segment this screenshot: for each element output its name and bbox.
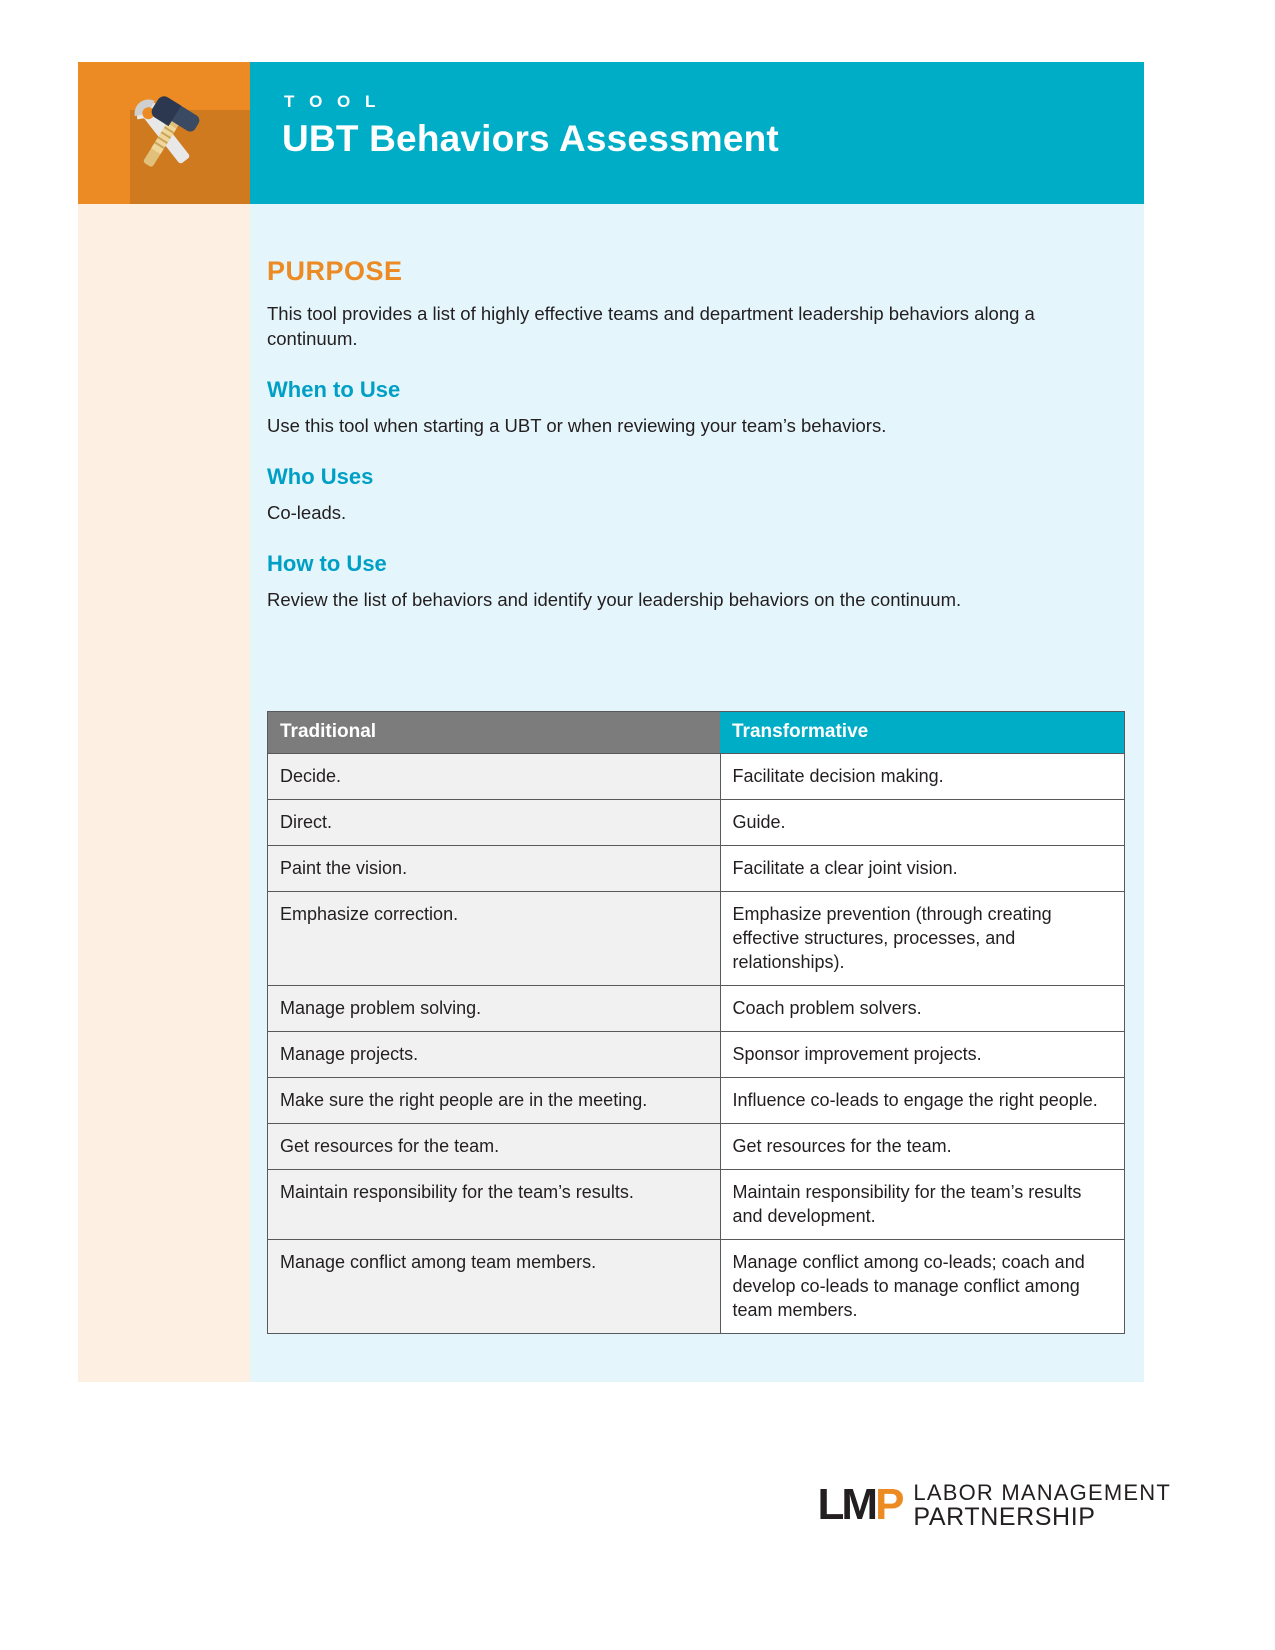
cell-transformative: Emphasize prevention (through creating effective structures, processes, and relationships). — [720, 892, 1124, 986]
cell-transformative: Influence co-leads to engage the right people. — [720, 1078, 1124, 1124]
title-banner — [250, 62, 1144, 204]
lmp-logo-mark-accent: P — [875, 1480, 902, 1529]
purpose-text: This tool provides a list of highly effective teams and department leadership behaviors along a continuum. — [267, 303, 1035, 349]
tools-icon — [104, 88, 224, 180]
lmp-logo-line2: PARTNERSHIP — [913, 1503, 1096, 1531]
table-row — [268, 986, 1124, 1032]
cell-traditional: Emphasize correction. — [268, 892, 720, 986]
cell-traditional: Get resources for the team. — [268, 1124, 720, 1170]
cell-traditional: Paint the vision. — [268, 846, 720, 892]
cell-transformative: Get resources for the team. — [720, 1124, 1124, 1170]
left-accent-strip — [78, 204, 250, 1382]
purpose-heading: PURPOSE — [267, 256, 403, 286]
who-uses-text: Co-leads. — [267, 502, 347, 523]
cell-traditional: Decide. — [268, 754, 720, 800]
document-kicker: T O O L — [284, 92, 381, 111]
cell-transformative: Sponsor improvement projects. — [720, 1032, 1124, 1078]
when-to-use-heading: When to Use — [267, 377, 401, 402]
table-row — [268, 754, 1124, 800]
cell-traditional: Manage problem solving. — [268, 986, 720, 1032]
table-body — [268, 754, 1124, 1334]
when-to-use-text: Use this tool when starting a UBT or when reviewing your team’s behaviors. — [267, 415, 887, 436]
table-row — [268, 800, 1124, 846]
cell-traditional: Maintain responsibility for the team’s results. — [268, 1170, 720, 1240]
table-row — [268, 1032, 1124, 1078]
cell-transformative: Facilitate decision making. — [720, 754, 1124, 800]
how-to-use-text: Review the list of behaviors and identify your leadership behaviors on the continuum. — [267, 589, 962, 610]
table-row — [268, 892, 1124, 986]
cell-transformative: Manage conflict among co-leads; coach and develop co-leads to manage conflict among team members. — [720, 1240, 1124, 1334]
table-row — [268, 1240, 1124, 1334]
cell-transformative: Coach problem solvers. — [720, 986, 1124, 1032]
cell-traditional: Direct. — [268, 800, 720, 846]
table-row — [268, 846, 1124, 892]
how-to-use-heading: How to Use — [267, 551, 387, 576]
page-title: UBT Behaviors Assessment — [282, 118, 779, 159]
lmp-logo — [818, 1480, 1171, 1530]
who-uses-heading: Who Uses — [267, 464, 374, 489]
lmp-logo-mark — [817, 1480, 902, 1529]
lmp-logo-mark-letters: LM — [817, 1480, 876, 1529]
table-row — [268, 1170, 1124, 1240]
column-header-traditional: Traditional — [268, 712, 720, 754]
document-header — [78, 62, 1144, 204]
table-row — [268, 1078, 1124, 1124]
cell-transformative: Facilitate a clear joint vision. — [720, 846, 1124, 892]
cell-transformative: Guide. — [720, 800, 1124, 846]
cell-traditional: Manage conflict among team members. — [268, 1240, 720, 1334]
table-header-row — [268, 712, 1124, 754]
behaviors-table — [268, 712, 1124, 1333]
lmp-logo-words — [913, 1480, 1171, 1530]
column-header-transformative: Transformative — [720, 712, 1124, 754]
behaviors-table-wrap — [267, 711, 1125, 1334]
table-row — [268, 1124, 1124, 1170]
cell-transformative: Maintain responsibility for the team’s results and development. — [720, 1170, 1124, 1240]
tools-icon-box — [78, 62, 250, 204]
cell-traditional: Manage projects. — [268, 1032, 720, 1078]
purpose-section — [267, 256, 1127, 612]
cell-traditional: Make sure the right people are in the meeting. — [268, 1078, 720, 1124]
lmp-logo-line1: LABOR MANAGEMENT — [913, 1480, 1171, 1505]
